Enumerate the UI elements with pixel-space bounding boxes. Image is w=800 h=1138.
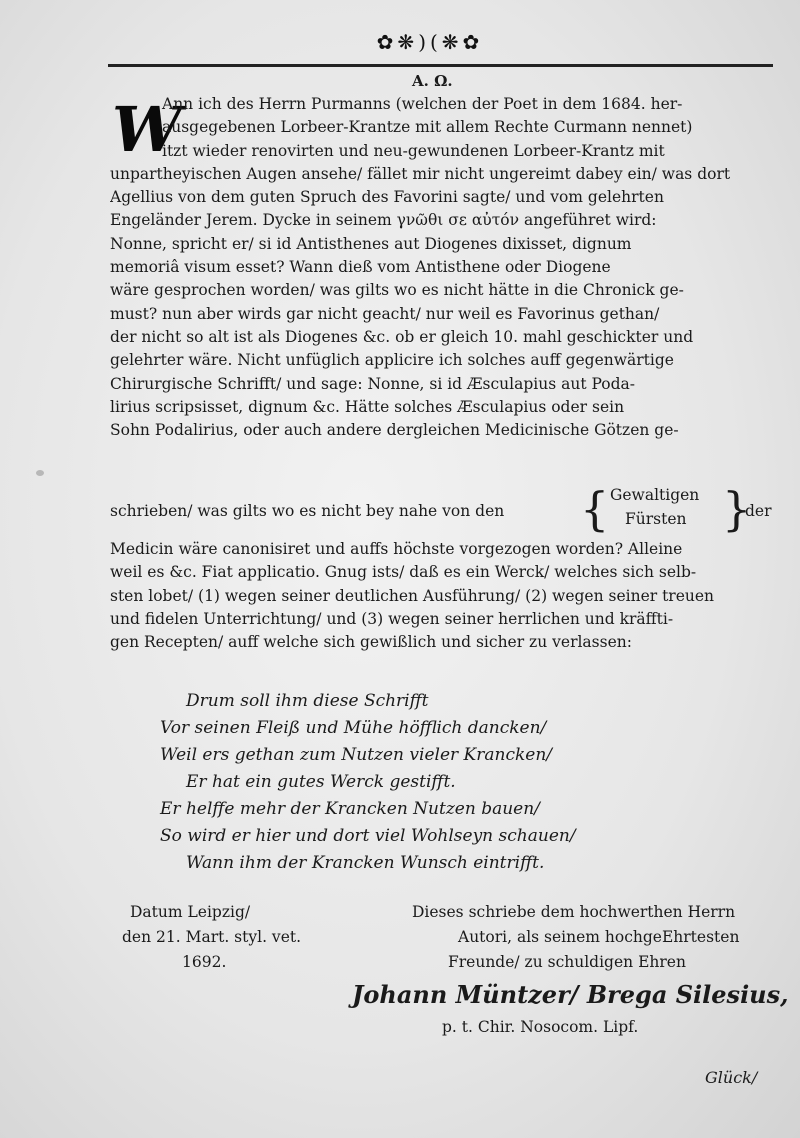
text-line: Chirurgische Schrifft/ und sage: Nonne, si id Æsculapius aut Poda-	[110, 374, 636, 393]
text-line: lirius scripsisset, dignum &c. Hätte solches Æsculapius oder sein	[110, 397, 625, 416]
brace-option: Gewaltigen	[610, 486, 700, 504]
text-line: weil es &c. Fiat applicatio. Gnug ists/ daß es ein Werck/ welches sich selb-	[110, 563, 697, 582]
text-line: must? nun aber wirds gar nicht geacht/ nur weil es Favorinus gethan/	[110, 304, 660, 323]
header-ornament: ✿❋)(❋✿	[376, 30, 484, 54]
poem-verse: Wann ihm der Krancken Wunsch eintrifft.	[186, 853, 545, 873]
text-line: schrieben/ was gilts wo es nicht bey nahe von den	[110, 502, 505, 520]
body-text	[110, 93, 780, 442]
header-rule	[108, 64, 773, 67]
poem-verse: So wird er hier und dort viel Wohlseyn schauen/	[160, 826, 576, 846]
text-line: wäre gesprochen worden/ was gilts wo es nicht hätte in die Chronick ge-	[110, 281, 684, 300]
text-line: Agellius von dem guten Spruch des Favorini sagte/ und vom gelehrten	[110, 188, 664, 207]
text-line: sten lobet/ (1) wegen seiner deutlichen Ausführung/ (2) wegen seiner treuen	[110, 586, 715, 605]
catchword: Glück/	[705, 1068, 758, 1087]
text-line: unpartheyischen Augen ansehe/ fället mir nicht ungereimt dabey ein/ was dort	[110, 164, 731, 183]
author-name: Johann Müntzer/ Brega Silesius,	[352, 980, 789, 1009]
text-line: Sohn Podalirius, oder auch andere dergleichen Medicinische Götzen ge-	[110, 421, 679, 440]
poem-verse: Drum soll ihm diese Schrifft	[186, 691, 429, 711]
dedication-block	[412, 900, 782, 975]
date-line: Datum Leipzig/	[130, 903, 251, 921]
date-block	[122, 900, 360, 975]
dedication-line: Autori, als seinem hochgeEhrtesten	[458, 928, 740, 946]
drop-capital: W	[112, 93, 182, 166]
left-brace: {	[580, 482, 610, 536]
brace-construction	[110, 482, 780, 538]
text-line: der nicht so alt ist als Diogenes &c. ob er gleich 10. mahl geschickter und	[110, 327, 694, 346]
text-line: Engeländer Jerem. Dycke in seinem γνῶθι σε αὐτόν angeführet wird:	[110, 211, 657, 230]
dedication-line: Dieses schriebe dem hochwerthen Herrn	[412, 903, 736, 921]
text-line: itzt wieder renovirten und neu-gewundenen Lorbeer-Krantz mit	[162, 141, 665, 160]
author-title: p. t. Chir. Nosocom. Lipf.	[442, 1018, 639, 1036]
date-line: den 21. Mart. styl. vet.	[122, 928, 302, 946]
paper-spot	[36, 470, 44, 476]
poem	[160, 688, 720, 877]
brace-option: Fürsten	[625, 510, 687, 528]
poem-verse: Weil ers gethan zum Nutzen vieler Krancken/	[160, 745, 553, 765]
date-year: 1692.	[182, 953, 227, 971]
signature-mark: A. Ω.	[412, 72, 453, 90]
text-line: Ann ich des Herrn Purmanns (welchen der Poet in dem 1684. her-	[162, 95, 683, 113]
text-line: Nonne, spricht er/ si id Antisthenes aut Diogenes dixisset, dignum	[110, 234, 632, 253]
dedication-line: Freunde/ zu schuldigen Ehren	[448, 953, 686, 971]
text-word: der	[745, 502, 772, 520]
text-line: gelehrter wäre. Nicht unfüglich applicire ich solches auff gegenwärtige	[110, 351, 674, 370]
poem-verse: Er helffe mehr der Krancken Nutzen bauen/	[160, 799, 540, 819]
text-line: gen Recepten/ auff welche sich gewißlich und sicher zu verlassen:	[110, 633, 632, 652]
text-line: und fidelen Unterrichtung/ und (3) wegen seiner herrlichen und kräffti-	[110, 609, 674, 628]
text-line: Medicin wäre canonisiret und auffs höchste vorgezogen worden? Alleine	[110, 540, 683, 558]
text-line: memoriâ visum esset? Wann dieß vom Antisthene oder Diogene	[110, 258, 611, 277]
body-text-continued	[110, 538, 780, 654]
right-brace: }	[722, 482, 752, 536]
poem-verse: Er hat ein gutes Werck gestifft.	[186, 772, 456, 792]
text-line: ausgegebenen Lorbeer-Krantze mit allem Rechte Curmann nennet)	[162, 118, 693, 137]
poem-verse: Vor seinen Fleiß und Mühe höfflich dancken/	[160, 718, 547, 738]
